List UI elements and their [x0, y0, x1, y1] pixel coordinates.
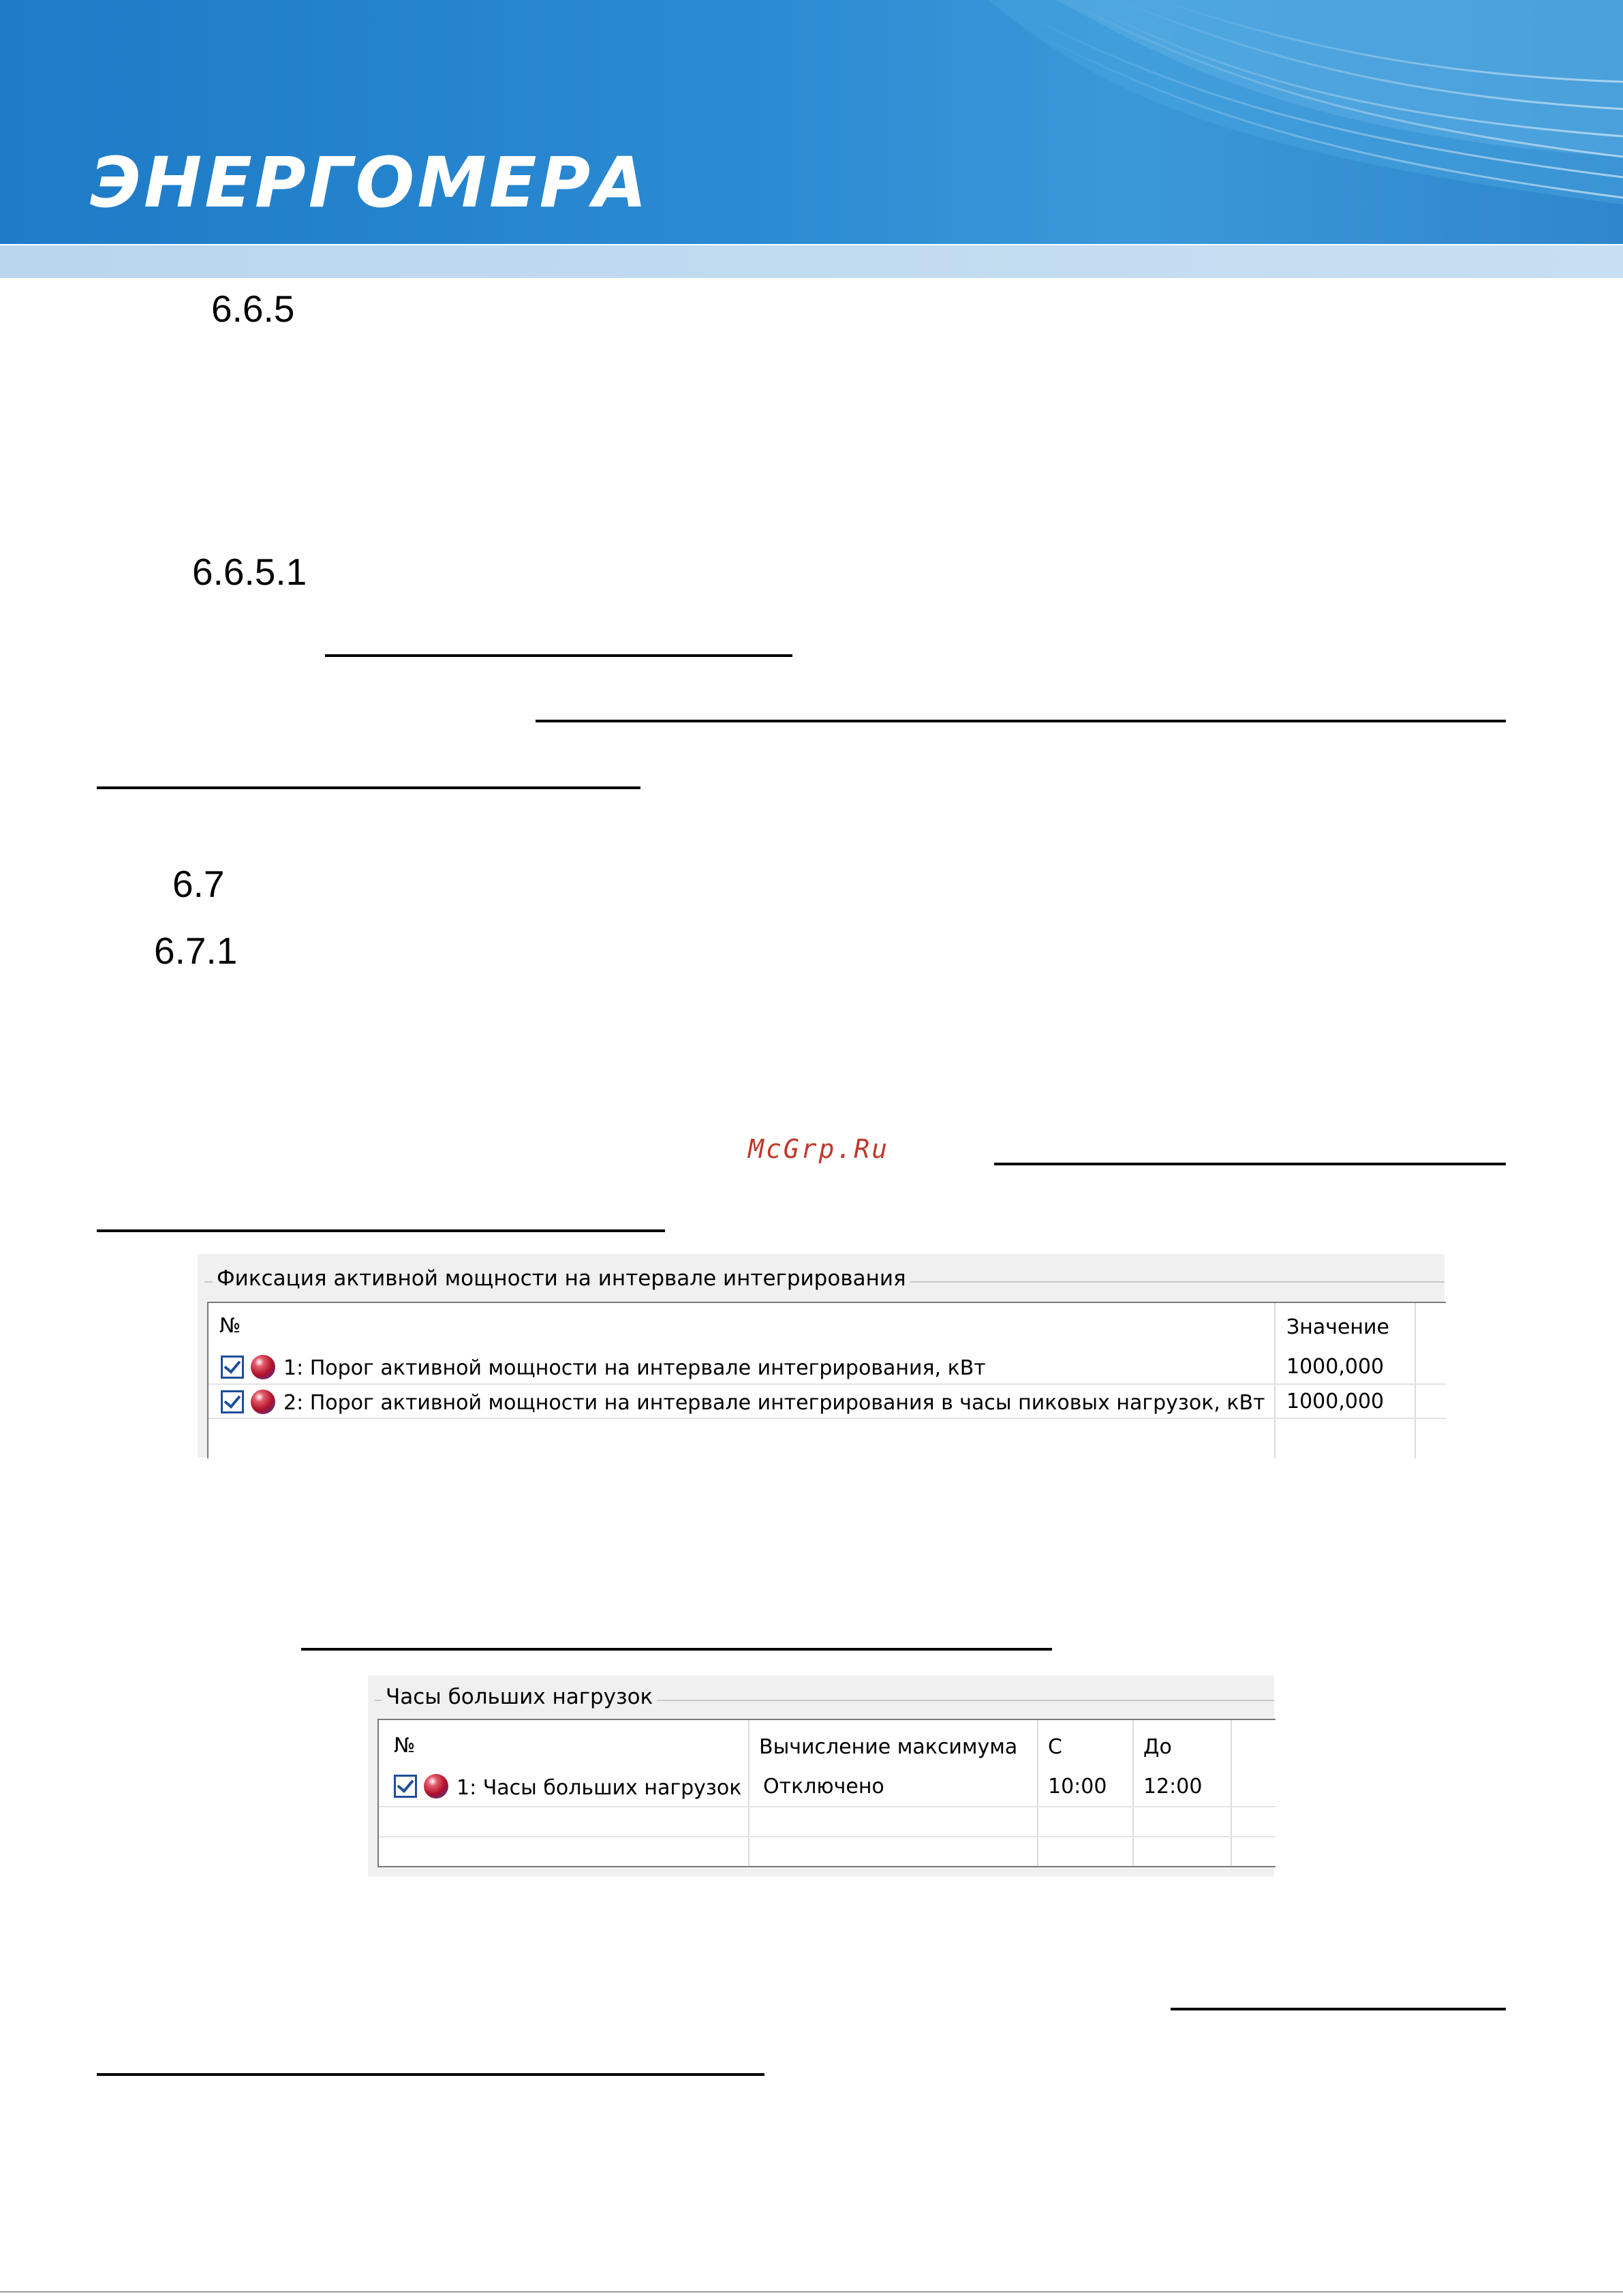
section-number-6-7-1: 6.7.1 — [154, 930, 238, 972]
column-header-to[interactable]: До — [1143, 1735, 1172, 1759]
group-title: Часы больших нагрузок — [382, 1685, 657, 1709]
row-divider — [208, 1383, 1446, 1385]
company-logo: ЭНЕРГОМЕРА — [90, 142, 650, 224]
row-1-to[interactable]: 12:00 — [1143, 1775, 1203, 1798]
column-divider — [1037, 1720, 1038, 1866]
underline — [97, 786, 640, 789]
group-title: Фиксация активной мощности на интервале интегрирования — [213, 1266, 910, 1291]
column-divider — [1274, 1303, 1276, 1458]
underline — [325, 654, 792, 657]
column-header-value[interactable]: Значение — [1286, 1315, 1389, 1339]
watermark: McGrp.Ru — [748, 1134, 890, 1164]
header-stripe — [0, 245, 1623, 278]
row-2-value[interactable]: 1000,000 — [1286, 1390, 1385, 1413]
status-ball-icon — [251, 1390, 275, 1414]
column-divider — [1231, 1720, 1232, 1866]
status-ball-icon — [424, 1774, 448, 1798]
column-header-num[interactable]: № — [394, 1734, 416, 1758]
parameters-table — [207, 1302, 1446, 1458]
underline — [301, 1648, 1052, 1651]
section-number-6-6-5-1: 6.6.5.1 — [192, 551, 307, 593]
underline — [536, 720, 1506, 722]
active-power-fixation-panel — [198, 1254, 1444, 1457]
row-1-label[interactable]: 1: Порог активной мощности на интервале интегрирования, кВт — [283, 1356, 986, 1380]
column-divider — [1132, 1720, 1134, 1866]
column-header-num[interactable]: № — [219, 1314, 241, 1338]
row-1-calc[interactable]: Отключено — [763, 1775, 884, 1798]
section-number-6-6-5: 6.6.5 — [211, 288, 295, 330]
row-2-label[interactable]: 2: Порог активной мощности на интервале интегрирования в часы пиковых нагрузок, кВт — [283, 1391, 1265, 1415]
row-1-value[interactable]: 1000,000 — [1286, 1355, 1385, 1379]
peak-hours-panel — [368, 1675, 1274, 1877]
underline — [1171, 2008, 1506, 2010]
row-1-checkbox[interactable] — [221, 1356, 244, 1379]
page-bottom-border — [0, 2291, 1623, 2293]
row-divider — [379, 1806, 1276, 1807]
underline — [97, 1229, 665, 1232]
row-1-checkbox[interactable] — [394, 1775, 417, 1798]
header-banner — [0, 0, 1623, 244]
row-1-from[interactable]: 10:00 — [1048, 1775, 1107, 1798]
column-divider — [1415, 1303, 1416, 1458]
row-divider — [379, 1836, 1276, 1837]
row-2-checkbox[interactable] — [221, 1390, 244, 1413]
underline — [994, 1163, 1506, 1165]
underline — [97, 2073, 764, 2076]
row-divider — [208, 1418, 1446, 1419]
status-ball-icon — [251, 1355, 275, 1379]
column-header-calc[interactable]: Вычисление максимума — [759, 1735, 1018, 1759]
column-divider — [748, 1720, 749, 1866]
peak-hours-table — [377, 1719, 1276, 1867]
row-1-label[interactable]: 1: Часы больших нагрузок — [457, 1776, 742, 1800]
section-number-6-7: 6.7 — [172, 863, 225, 905]
column-header-from[interactable]: С — [1048, 1735, 1062, 1759]
